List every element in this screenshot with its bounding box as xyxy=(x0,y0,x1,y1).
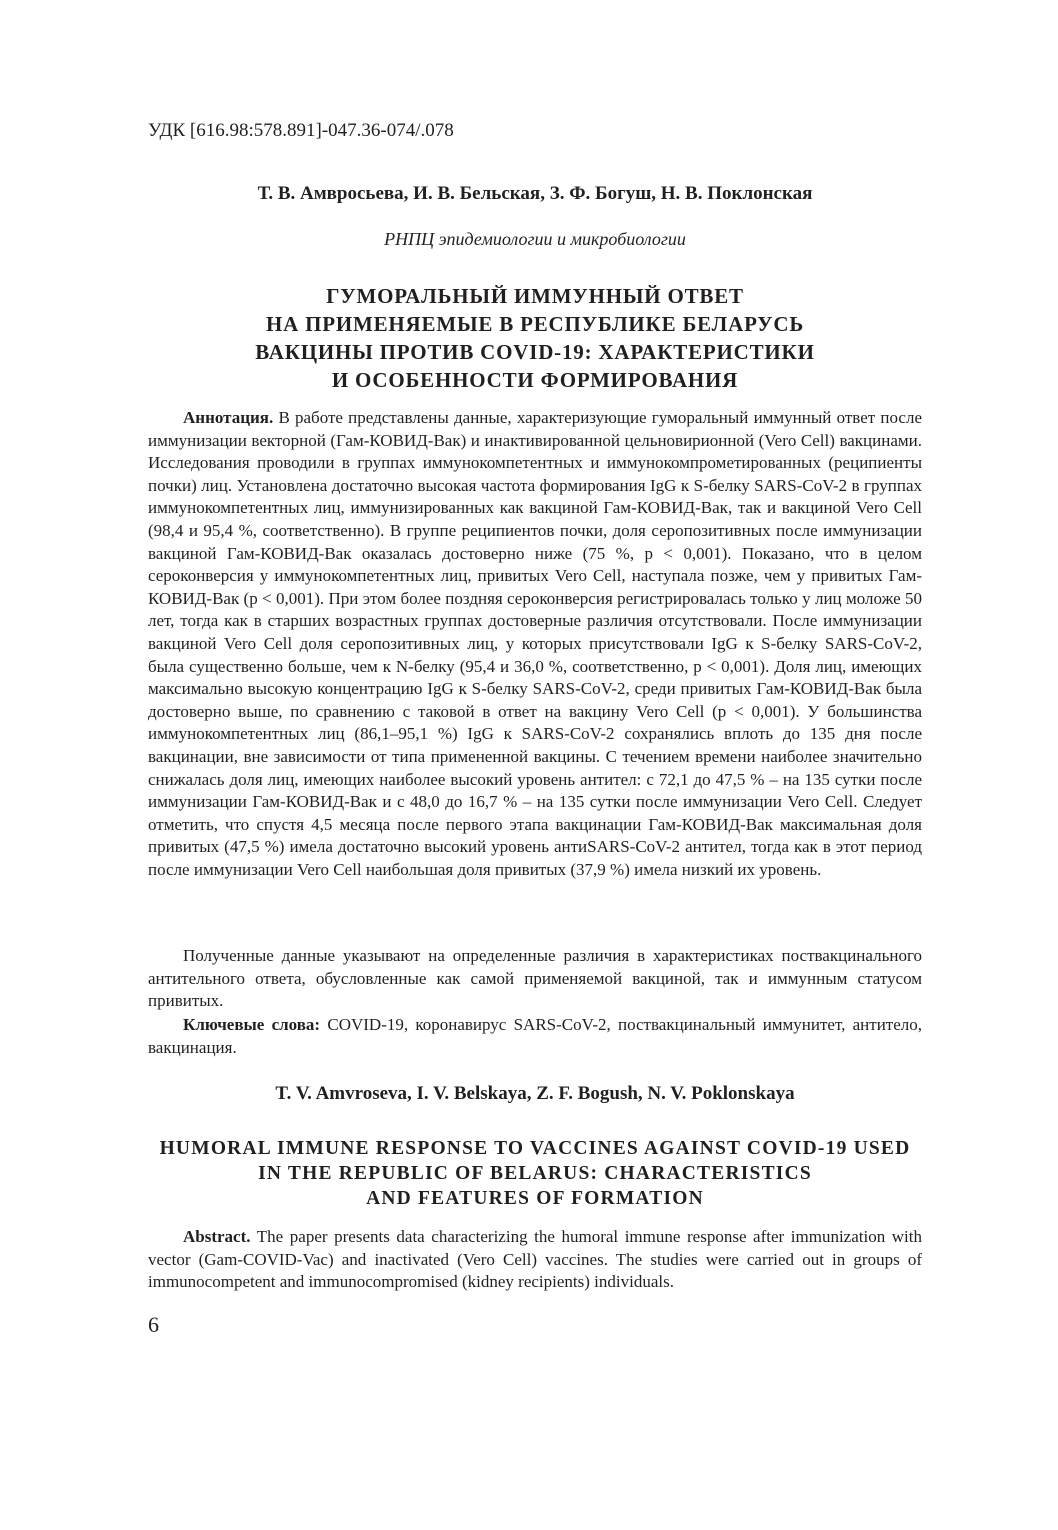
conclusion-ru-text: Полученные данные указывают на определенные различия в характеристиках поствакцинального антительного ответа, обусловленные как самой применяемой вакциной, так и иммунным статусом привитых. xyxy=(148,946,922,1011)
abstract-ru xyxy=(148,407,922,881)
keywords-ru xyxy=(148,1014,922,1059)
title-en-line: IN THE REPUBLIC OF BELARUS: CHARACTERISTICS xyxy=(258,1163,812,1184)
abstract-ru-label: Аннотация. xyxy=(183,408,274,427)
keywords-ru-label: Ключевые слова: xyxy=(183,1015,321,1034)
abstract-ru-text: В работе представлены данные, характеризующие гуморальный иммунный ответ после иммунизации векторной (Гам-КОВИД-Вак) и инактивированной цельновирионной (Vero Cell) вакцинами. Исследования проводили в группах иммунокомпетентных и иммунокомпрометированных (реципиенты почки) лиц. Установлена достаточно высокая частота формирования IgG к S-белку SARS-CoV-2 в группах иммунокомпетентных лиц, иммунизированных как вакциной Гам-КОВИД-Вак, так и вакциной Vero Cell (98,4 и 95,4 %, соответственно). В группе реципиентов почки, доля серопозитивных после иммунизации вакциной Гам-КОВИД-Вак оказалась достоверно ниже (75 %, p < 0,001). Показано, что в целом сероконверсия у иммунокомпетентных лиц, привитых Vero Cell, наступала позже, чем у привитых Гам-КОВИД-Вак (p < 0,001). При этом более поздняя сероконверсия регистрировалась только у лиц моложе 50 лет, тогда как в старших возрастных группах достоверные различия отсутствовали. После иммунизации вакциной Vero Cell доля серопозитивных лиц, у которых присутствовали IgG к S-белку SARS-CoV-2, была существенно больше, чем к N-белку (95,4 и 36,0 %, соответственно, p < 0,001). Доля лиц, имеющих максимально высокую концентрацию IgG к S-белку SARS-CoV-2, среди привитых Гам-КОВИД-Вак была достоверно выше, по сравнению с таковой в ответ на вакцину Vero Cell (p < 0,001). У большинства иммунокомпетентных лиц (86,1–95,1 %) IgG к SARS-CoV-2 сохранялись вплоть до 135 дня после вакцинации, вне зависимости от типа примененной вакцины. С течением времени наиболее значительно снижалась доля лиц, имеющих наиболее высокий уровень антител: с 72,1 до 47,5 % – на 135 сутки после иммунизации Гам-КОВИД-Вак и с 48,0 до 16,7 % – на 135 сутки после иммунизации Vero Cell. Следует отметить, что спустя 4,5 месяца после первого этапа вакцинации Гам-КОВИД-Вак максимальная доля привитых (47,5 %) имела достаточно высокий уровень антиSARS-CoV-2 антител, тогда как в этот период после иммунизации Vero Cell наибольшая доля привитых (37,9 %) имела низкий их уровень. xyxy=(148,408,923,879)
abstract-en-label: Abstract. xyxy=(183,1227,251,1246)
title-en-line: AND FEATURES OF FORMATION xyxy=(366,1188,704,1209)
conclusion-ru xyxy=(148,945,922,1013)
authors-en: T. V. Amvroseva, I. V. Belskaya, Z. F. Bogush, N. V. Poklonskaya xyxy=(275,1083,795,1104)
title-ru-line: И ОСОБЕННОСТИ ФОРМИРОВАНИЯ xyxy=(331,368,739,392)
keywords-ru-text: COVID-19, коронавирус SARS-CoV-2, поствакцинальный иммунитет, антитело, вакцинация. xyxy=(148,1015,923,1057)
affiliation-ru: РНПЦ эпидемиологии и микробиологии xyxy=(384,229,686,249)
title-ru-line: ВАКЦИНЫ ПРОТИВ COVID-19: ХАРАКТЕРИСТИКИ xyxy=(255,340,815,364)
title-ru-line: ГУМОРАЛЬНЫЙ ИММУННЫЙ ОТВЕТ xyxy=(326,284,744,308)
abstract-en-text: The paper presents data characterizing the humoral immune response after immunization with vector (Gam-COVID-Vac) and inactivated (Vero Cell) vaccines. The studies were carried out in groups of immunocompetent and immunocompromised (kidney recipients) individuals. xyxy=(148,1227,923,1292)
udk-code: УДК [616.98:578.891]-047.36-074/.078 xyxy=(148,120,454,141)
page-number: 6 xyxy=(148,1312,159,1337)
authors-ru: Т. В. Амвросьева, И. В. Бельская, З. Ф. Богуш, Н. В. Поклонская xyxy=(257,183,813,204)
title-en-line: HUMORAL IMMUNE RESPONSE TO VACCINES AGAINST COVID-19 USED xyxy=(159,1138,911,1159)
article-title-en xyxy=(148,1136,922,1211)
article-title-ru xyxy=(148,282,922,394)
title-ru-line: НА ПРИМЕНЯЕМЫЕ В РЕСПУБЛИКЕ БЕЛАРУСЬ xyxy=(265,312,805,336)
abstract-en xyxy=(148,1226,922,1294)
